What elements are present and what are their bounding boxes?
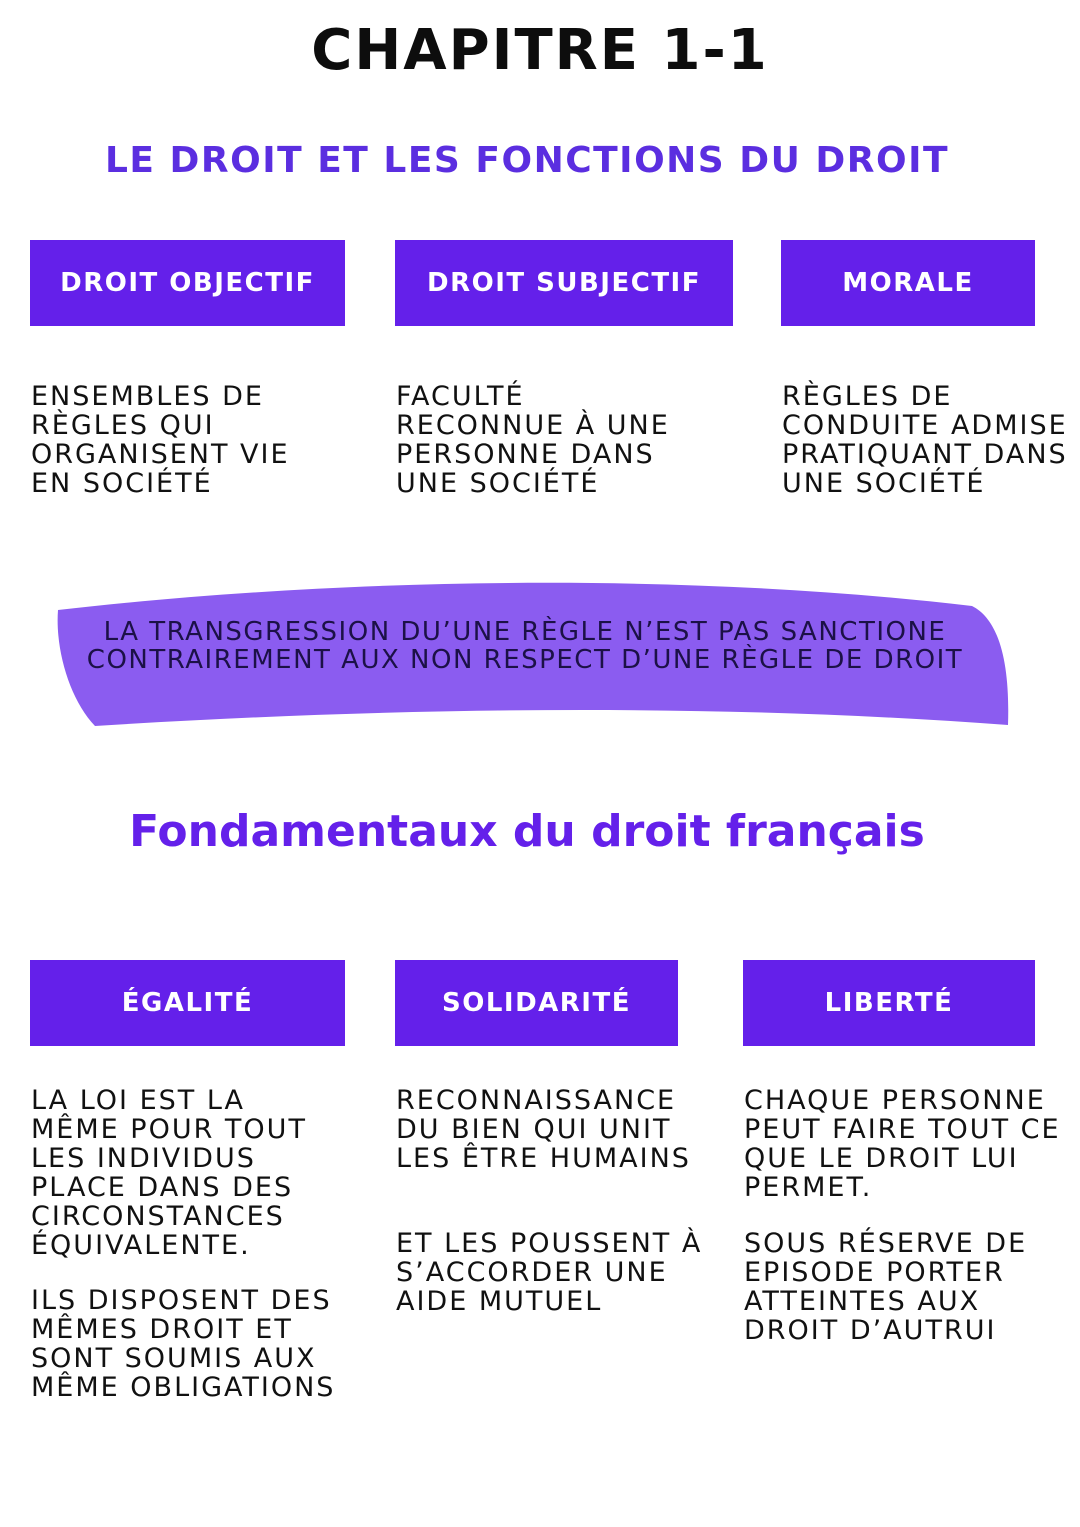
fundamental-liberte-paragraph-2: SOUS RÉSERVE DE EPISODE PORTER ATTEINTES AUX DROIT D’AUTRUI	[744, 1228, 1028, 1346]
concept-description-morale: RÈGLES DE CONDUITE ADMISE PRATIQUANT DANS UNE SOCIÉTÉ	[782, 381, 1068, 499]
fundamental-box-solidarite: SOLIDARITÉ	[395, 960, 678, 1046]
fundamental-solidarite-paragraph-2: ET LES POUSSENT À S’ACCORDER UNE AIDE MUTUEL	[396, 1228, 703, 1317]
page-title: CHAPITRE 1-1	[311, 18, 769, 83]
section-title: Fondamentaux du droit français	[129, 806, 925, 857]
banner-text: LA TRANSGRESSION DU’UNE RÈGLE N’EST PAS SANCTIONE CONTRAIREMENT AUX NON RESPECT D’UNE RÈGLE DE DROIT	[86, 617, 964, 675]
concept-box-droit-objectif: DROIT OBJECTIF	[30, 240, 345, 326]
concept-box-droit-subjectif: DROIT SUBJECTIF	[395, 240, 733, 326]
fundamental-egalite-paragraph-2: ILS DISPOSENT DES MÊMES DROIT ET SONT SOUMIS AUX MÊME OBLIGATIONS	[31, 1285, 336, 1403]
fundamental-egalite-paragraph-1: LA LOI EST LA MÊME POUR TOUT LES INDIVIDUS PLACE DANS DES CIRCONSTANCES ÉQUIVALENTE.	[31, 1085, 307, 1261]
concept-description-droit-subjectif: FACULTÉ RECONNUE À UNE PERSONNE DANS UNE SOCIÉTÉ	[396, 381, 670, 499]
concept-description-droit-objectif: ENSEMBLES DE RÈGLES QUI ORGANISENT VIE EN SOCIÉTÉ	[31, 381, 290, 499]
fundamental-solidarite-paragraph-1: RECONNAISSANCE DU BIEN QUI UNIT LES ÊTRE HUMAINS	[396, 1085, 691, 1174]
fundamental-liberte-paragraph-1: CHAQUE PERSONNE PEUT FAIRE TOUT CE QUE LE DROIT LUI PERMET.	[744, 1085, 1061, 1203]
fundamental-box-egalite: ÉGALITÉ	[30, 960, 345, 1046]
chapter-subtitle: LE DROIT ET LES FONCTIONS DU DROIT	[104, 140, 950, 181]
concept-box-morale: MORALE	[781, 240, 1035, 326]
fundamental-box-liberte: LIBERTÉ	[743, 960, 1035, 1046]
